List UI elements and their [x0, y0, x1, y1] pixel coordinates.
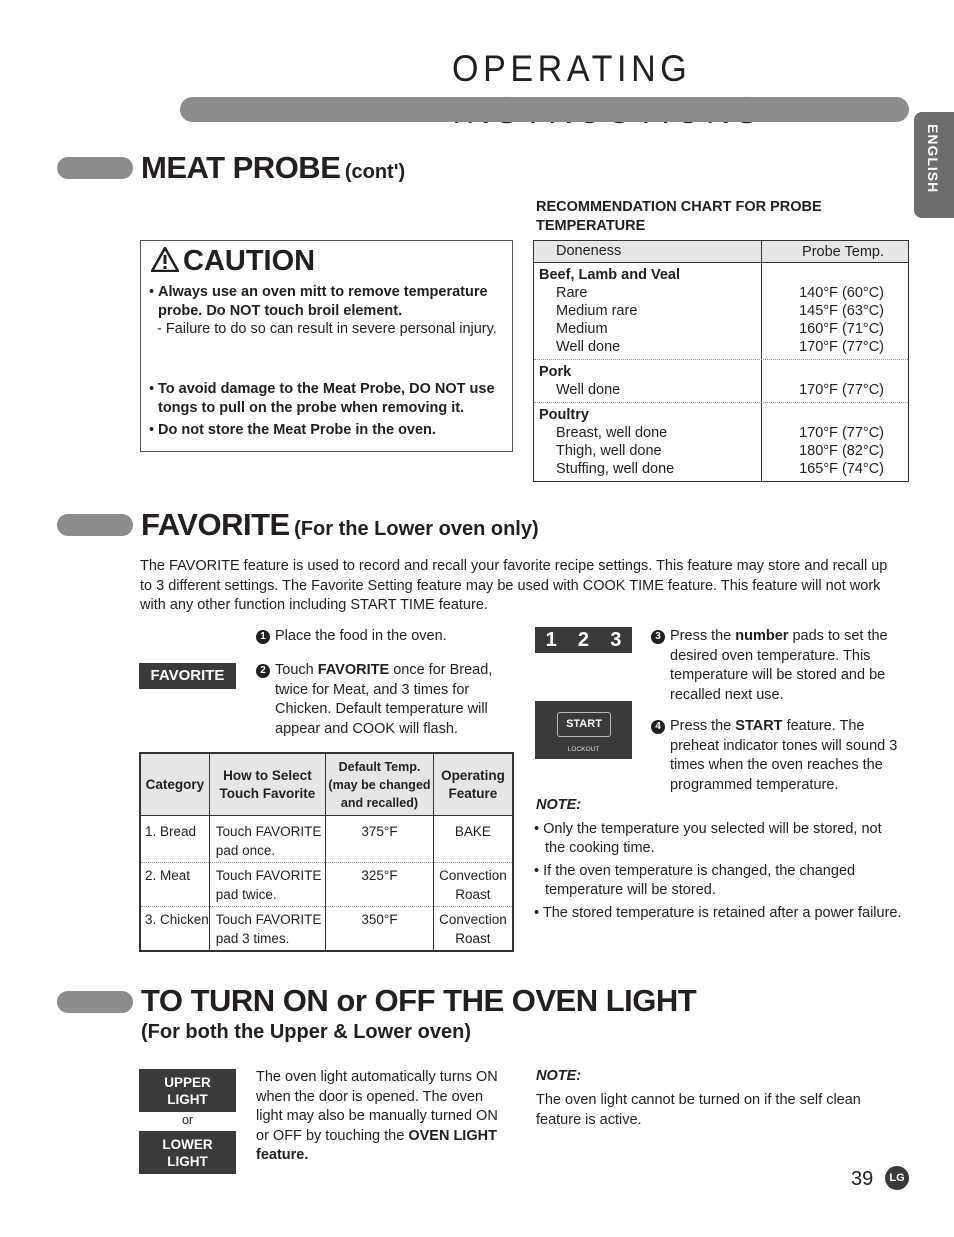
start-button[interactable]: START: [557, 712, 611, 737]
lg-logo-icon: LG: [885, 1166, 909, 1190]
probe-group: Beef, Lamb and Veal Rare Medium rare Medium Well done 140°F (60°C) 145°F (63°C) 160°F (71°C) 170°F (77°C): [534, 263, 908, 360]
page-number: 39: [851, 1168, 874, 1190]
caution-heading: [151, 245, 315, 278]
probe-group: Poultry Breast, well done Thigh, well done Stuffing, well done 170°F (77°C) 180°F (82°C) 165°F (74°C): [534, 403, 908, 481]
caution-item: • Always use an oven mitt to remove temperature probe. Do NOT touch broil element. - Failure to do so can result in severe personal injury.: [149, 284, 497, 337]
table-row: 3. Chicken Touch FAVORITE pad 3 times. 350°F Convection Roast: [140, 907, 513, 952]
meat-probe-title: MEAT PROBE: [141, 150, 341, 185]
caution-box: [140, 240, 513, 452]
oven-light-subtitle: (For both the Upper & Lower oven): [141, 1021, 471, 1043]
section-marker: [57, 991, 133, 1013]
favorite-note-item: • If the oven temperature is changed, the changed temperature will be stored.: [534, 863, 856, 898]
upper-light-button[interactable]: UPPER LIGHT: [139, 1069, 236, 1112]
probe-temp-table: [533, 240, 909, 482]
table-header-row: Category How to Select Touch Favorite Default Temp. (may be changed and recalled) Operating Feature: [140, 753, 513, 816]
caution-item: • Do not store the Meat Probe in the oven.: [149, 422, 436, 438]
oven-light-text: The oven light automatically turns ON when the door is opened. The oven light may also be manually turned ON or OFF by touching the OVEN LIGHT feature.: [256, 1069, 498, 1163]
lower-light-button[interactable]: LOWER LIGHT: [139, 1131, 236, 1174]
meat-probe-subtitle: (cont'): [344, 161, 406, 183]
section-marker: [57, 514, 133, 536]
step-3: 3 Press the number pads to set the desired oven temperature. This temperature will be stored and be recalled next use.: [651, 627, 907, 705]
language-label: ENGLISH: [925, 124, 941, 194]
lockout-label: LOCKOUT: [567, 746, 600, 753]
header-bar: [180, 97, 909, 122]
warning-icon: [151, 247, 179, 272]
number-key[interactable]: 3: [610, 628, 622, 651]
caution-item: • To avoid damage to the Meat Probe, DO NOT use tongs to pull on the probe when removing it.: [149, 381, 495, 416]
favorite-subtitle: (For the Lower oven only): [294, 518, 539, 540]
section-marker: [57, 157, 133, 179]
favorite-note-item: • The stored temperature is retained after a power failure.: [534, 905, 902, 921]
favorite-heading: [141, 507, 539, 543]
oven-light-title: TO TURN ON or OFF THE OVEN LIGHT: [141, 983, 697, 1018]
table-row: 1. Bread Touch FAVORITE pad once. 375°F BAKE: [140, 816, 513, 863]
step-1: 1 Place the food in the oven.: [256, 627, 506, 647]
oven-light-note: The oven light cannot be turned on if the self clean feature is active.: [536, 1092, 861, 1128]
probe-group: Pork Well done 170°F (77°C): [534, 360, 908, 403]
oven-light-note-title: NOTE:: [536, 1068, 582, 1084]
caution-title: CAUTION: [183, 245, 316, 277]
number-key[interactable]: 2: [577, 628, 590, 651]
start-pad: [535, 701, 632, 759]
page-title: OPERATING: [452, 48, 692, 89]
favorite-note-item: • Only the temperature you selected will be stored, not the cooking time.: [534, 821, 882, 856]
number-keypad: [535, 627, 632, 653]
step-2: 2 Touch FAVORITE once for Bread, twice for Meat, and 3 times for Chicken. Default temperature will appear and COOK will flash.: [256, 661, 514, 739]
probe-table-header: Doneness Probe Temp.: [534, 241, 908, 263]
favorite-table: [139, 752, 514, 952]
favorite-title: FAVORITE: [141, 507, 290, 542]
step-4: 4 Press the START feature. The preheat indicator tones will sound 3 times when the oven reaches the programmed temperature.: [651, 717, 907, 795]
favorite-note-title: NOTE:: [536, 797, 582, 813]
favorite-button[interactable]: FAVORITE: [139, 663, 236, 689]
table-row: 2. Meat Touch FAVORITE pad twice. 325°F Convection Roast: [140, 863, 513, 907]
chart-heading: RECOMMENDATION CHART FOR PROBE TEMPERATURE: [536, 199, 822, 234]
meat-probe-heading: [141, 150, 405, 186]
number-key[interactable]: 1: [545, 628, 557, 651]
favorite-intro: The FAVORITE feature is used to record and recall your favorite recipe settings. This feature may store and recall up to 3 different settings. The Favorite Setting feature may be used with COOK TIME feature. This feature will not work with any other function including START TIME feature.: [140, 558, 888, 613]
language-tab: [914, 112, 954, 218]
oven-light-heading: [141, 983, 696, 1044]
or-label: or: [181, 1113, 194, 1127]
